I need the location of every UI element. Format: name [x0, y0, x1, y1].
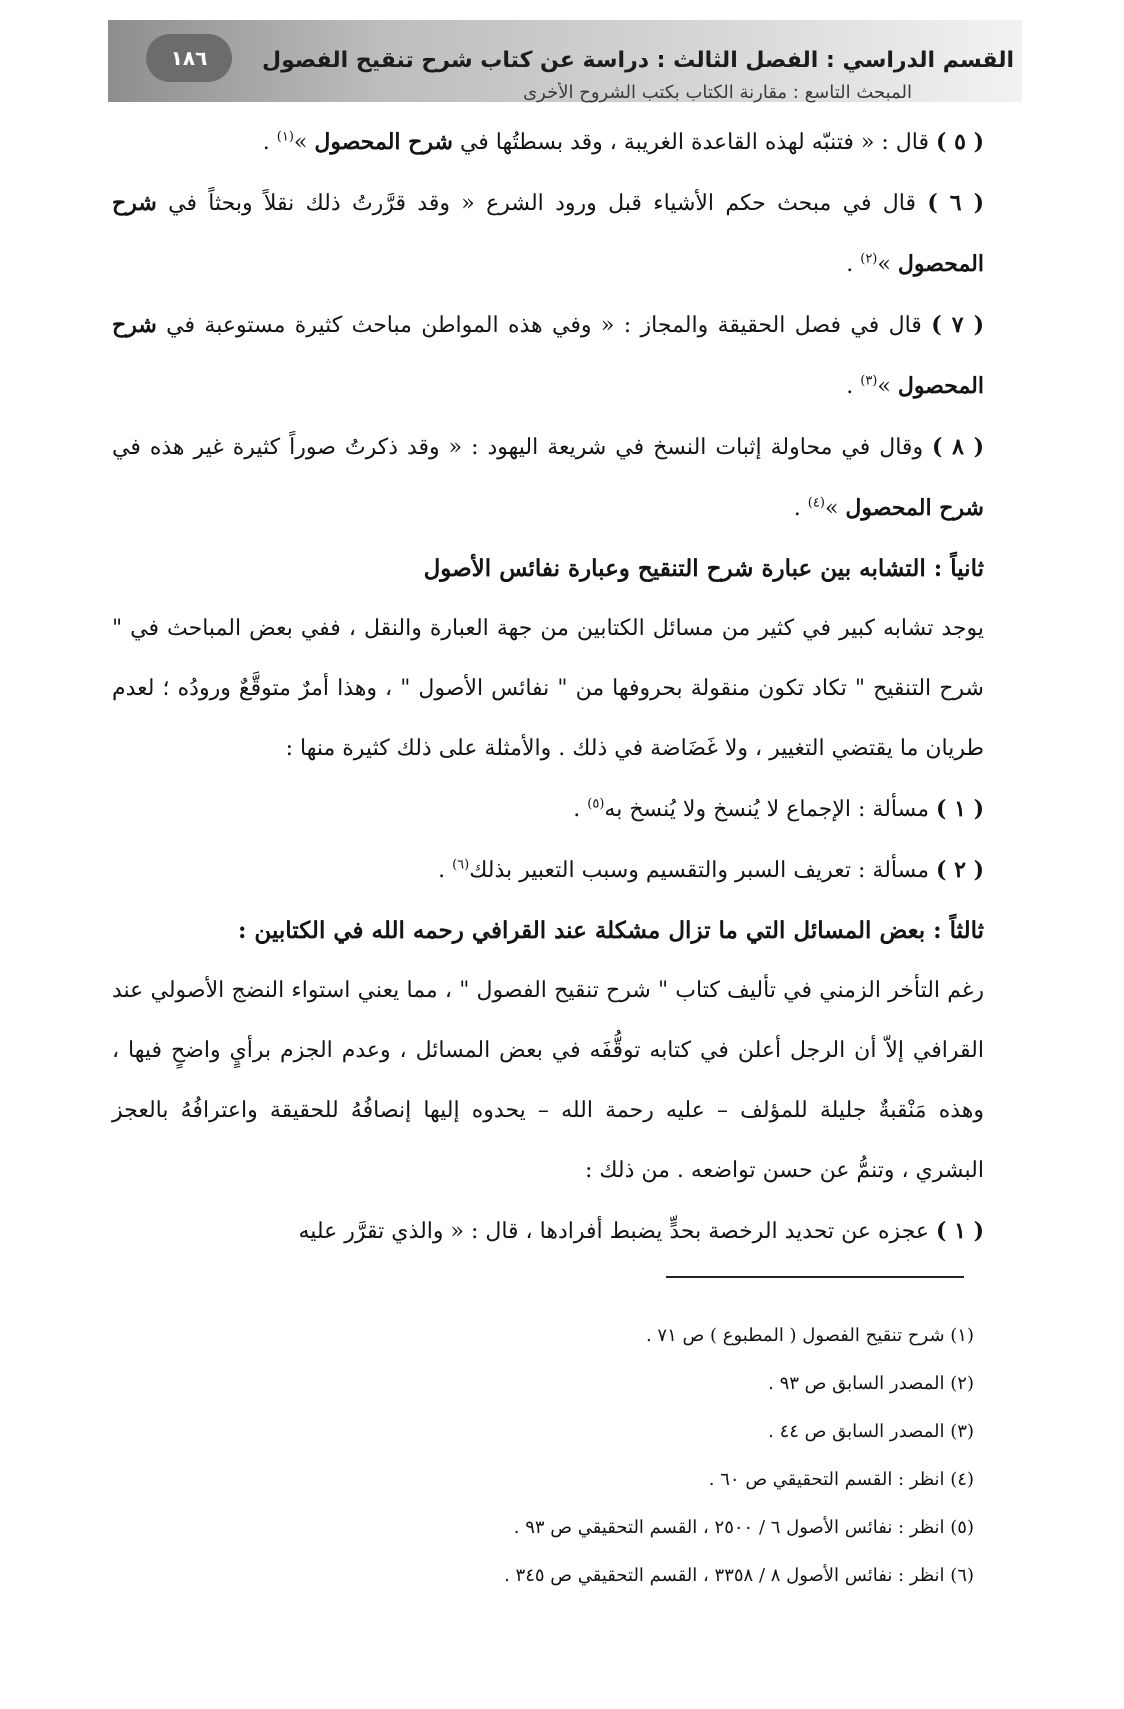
paragraph-text: قال في مبحث حكم الأشياء قبل ورود الشرع « وقد قرَّرتُ ذلك نقلاً وبحثاً في [156, 191, 928, 216]
running-header [108, 20, 1022, 102]
footnote-2: (٢) المصدر السابق ص ٩٣ . [768, 1373, 974, 1394]
book-title: شرح المحصول [314, 129, 453, 155]
section-heading-3: ثالثاً : بعض المسائل التي ما تزال مشكلة عند القرافي رحمه الله في الكتابين : [237, 917, 984, 944]
item-number: ( ٧ ) [931, 312, 984, 338]
item-number: ( ١ ) [936, 1218, 984, 1244]
footnote-5: (٥) انظر : نفائس الأصول ٦ / ٢٥٠٠ ، القسم التحقيقي ص ٩٣ . [513, 1517, 974, 1538]
section-2-body: يوجد تشابه كبير في كثير من مسائل الكتابين من جهة العبارة والنقل ، ففي بعض المباحث في " شرح التنقيح " تكاد تكون منقولة بحروفها من " نفائس الأصول " ، وهذا أمرٌ متوقَّعٌ ورودُه ؛ لعدم طريان ما يقتضي التغيير ، ولا غَضَاضة في ذلك . والأمثلة على ذلك كثيرة منها : [112, 616, 984, 761]
item-number: ( ١ ) [936, 796, 984, 822]
footnote-ref: (٢) [860, 251, 878, 267]
footnote-4: (٤) انظر : القسم التحقيقي ص ٦٠ . [708, 1469, 974, 1490]
header-section-title: القسم الدراسي : الفصل الثالث : دراسة عن كتاب شرح تنقيح الفصول [262, 48, 1014, 73]
paragraph-text: قال : « فتنبّه لهذه القاعدة الغريبة ، وقد بسطتُها في [452, 130, 937, 155]
footnote-ref: (٤) [807, 495, 825, 511]
list-item [112, 779, 1012, 840]
paragraph-item-7 [112, 295, 1012, 417]
page-number: ١٨٦ [146, 34, 232, 82]
paragraph-item-8 [112, 417, 1012, 539]
item-number: ( ٨ ) [932, 434, 984, 460]
footnote-1: (١) شرح تنقيح الفصول ( المطبوع ) ص ٧١ . [645, 1325, 974, 1346]
section-heading-2: ثانياً : التشابه بين عبارة شرح التنقيح وعبارة نفائس الأصول [423, 555, 984, 582]
footnotes [112, 1312, 974, 1600]
item-number: ( ٥ ) [936, 129, 984, 155]
item-text: عجزه عن تحديد الرخصة بحدٍّ يضبط أفرادها ، قال : « والذي تقرَّر عليه [298, 1219, 937, 1244]
quote-close: » [293, 130, 315, 155]
sentence-end: . [793, 496, 808, 521]
paragraph-text: وقال في محاولة إثبات النسخ في شريعة اليهود : « وقد ذكرتُ صوراً كثيرة غير هذه في [112, 435, 933, 460]
paragraph-item-6 [112, 173, 1012, 295]
quote-close: » [877, 374, 898, 399]
book-title: شرح المحصول [845, 495, 984, 521]
footnote-ref: (٦) [452, 857, 470, 873]
item-number: ( ٦ ) [927, 190, 984, 216]
item-text: مسألة : تعريف السبر والتقسيم وسبب التعبير بذلك [469, 858, 937, 883]
list-item [112, 840, 1012, 901]
sentence-end: . [262, 130, 277, 155]
sentence-end: . [846, 374, 861, 399]
quote-close: » [824, 496, 846, 521]
header-subsection-title: المبحث التاسع : مقارنة الكتاب بكتب الشروح الأخرى [523, 82, 912, 103]
book-title: شرح المحصول [112, 312, 984, 399]
quote-close: » [877, 252, 898, 277]
main-text [112, 112, 1012, 1262]
section-3-body: رغم التأخر الزمني في تأليف كتاب " شرح تنقيح الفصول " ، مما يعني استواء النضج الأصولي عند القرافي إلاّ أن الرجل أعلن في كتابه توقُّفَه في بعض المسائل ، وعدم الجزم برأيٍ واضحٍ فيها ، وهذه مَنْقبةٌ جليلة للمؤلف – عليه رحمة الله – يحدوه إليها إنصافُهُ للحقيقة واعترافُهُ بالعجز البشري ، وتنمُّ عن حسن تواضعه . من ذلك : [112, 978, 984, 1183]
sentence-end: . [438, 858, 453, 883]
paragraph-text: قال في فصل الحقيقة والمجاز : « وفي هذه المواطن مباحث كثيرة مستوعبة في [156, 313, 932, 338]
sentence-end: . [846, 252, 861, 277]
item-text: مسألة : الإجماع لا يُنسخ ولا يُنسخ به [604, 797, 937, 822]
sentence-end: . [573, 797, 588, 822]
footnote-3: (٣) المصدر السابق ص ٤٤ . [768, 1421, 974, 1442]
footnote-ref: (٣) [860, 373, 878, 389]
footnote-ref: (١) [276, 129, 294, 145]
book-title: شرح المحصول [112, 190, 984, 277]
footnote-ref: (٥) [587, 796, 605, 812]
footnote-6: (٦) انظر : نفائس الأصول ٨ / ٣٣٥٨ ، القسم التحقيقي ص ٣٤٥ . [504, 1565, 974, 1586]
footnote-divider [666, 1276, 964, 1278]
list-item [112, 1201, 1012, 1262]
item-number: ( ٢ ) [936, 857, 984, 883]
paragraph-item-5 [112, 112, 1012, 173]
